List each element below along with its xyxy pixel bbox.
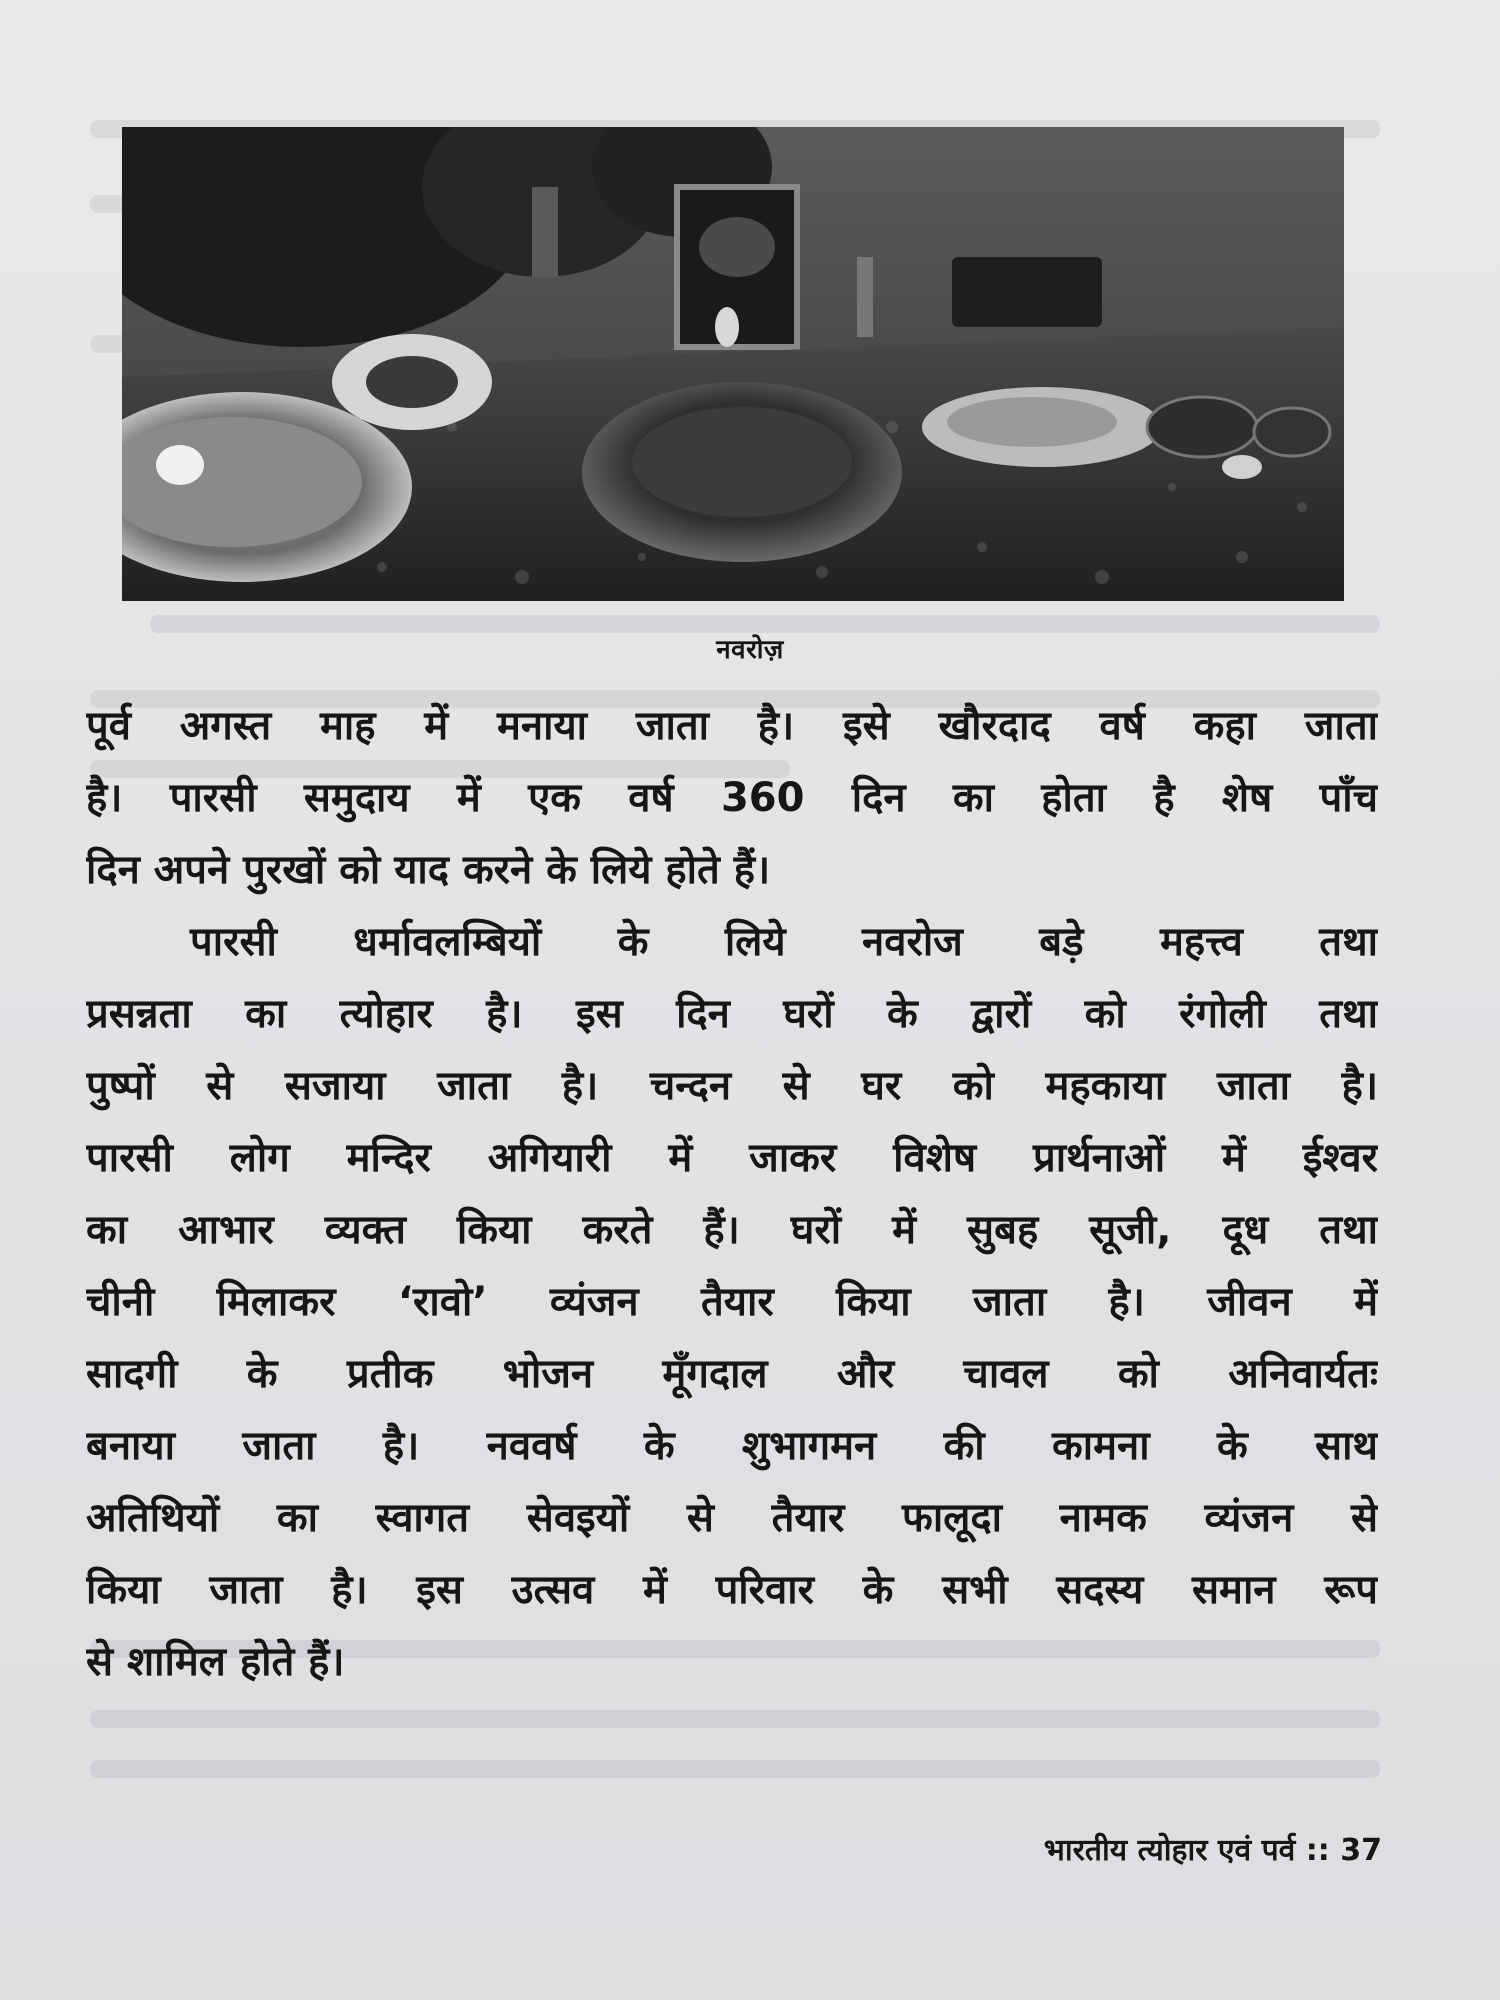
text-line: चीनी मिलाकर ‘रावो’ व्यंजन तैयार किया जाता है। जीवन में	[86, 1279, 1378, 1325]
text-line: दिन अपने पुरखों को याद करने के लिये होते हैं।	[86, 847, 771, 893]
show-through-text	[90, 1760, 1380, 1778]
page-footer-running-title: भारतीय त्योहार एवं पर्व :: 37	[1043, 1833, 1382, 1868]
body-text	[86, 690, 1378, 1698]
text-line: बनाया जाता है। नववर्ष के शुभागमन की कामना के साथ	[86, 1423, 1378, 1469]
figure-caption: नवरोज़	[716, 635, 784, 665]
show-through-text	[90, 1710, 1380, 1728]
text-line: सादगी के प्रतीक भोजन मूँगदाल और चावल को अनिवार्यतः	[86, 1351, 1378, 1397]
navroz-table-photo-icon	[122, 127, 1344, 601]
text-line: से शामिल होते हैं।	[86, 1639, 345, 1685]
text-line: अतिथियों का स्वागत सेवइयों से तैयार फालूदा नामक व्यंजन से	[86, 1495, 1378, 1541]
paragraph-first-line: पारसी धर्मावलम्बियों के लिये नवरोज बड़े महत्त्व तथा	[190, 919, 1378, 965]
text-line: है। पारसी समुदाय में एक वर्ष 360 दिन का होता है शेष पाँच	[86, 775, 1378, 821]
text-line: पुष्पों से सजाया जाता है। चन्दन से घर को महकाया जाता है।	[86, 1063, 1378, 1109]
text-line: पारसी लोग मन्दिर अगियारी में जाकर विशेष प्रार्थनाओं में ईश्वर	[86, 1135, 1378, 1181]
navroz-table-photo	[122, 127, 1344, 601]
text-line: का आभार व्यक्त किया करते हैं। घरों में सुबह सूजी, दूध तथा	[86, 1207, 1378, 1253]
text-line: पूर्व अगस्त माह में मनाया जाता है। इसे खौरदाद वर्ष कहा जाता	[86, 703, 1378, 749]
text-line: किया जाता है। इस उत्सव में परिवार के सभी सदस्य समान रूप	[86, 1567, 1378, 1613]
text-line: प्रसन्नता का त्योहार है। इस दिन घरों के द्वारों को रंगोली तथा	[86, 991, 1378, 1037]
